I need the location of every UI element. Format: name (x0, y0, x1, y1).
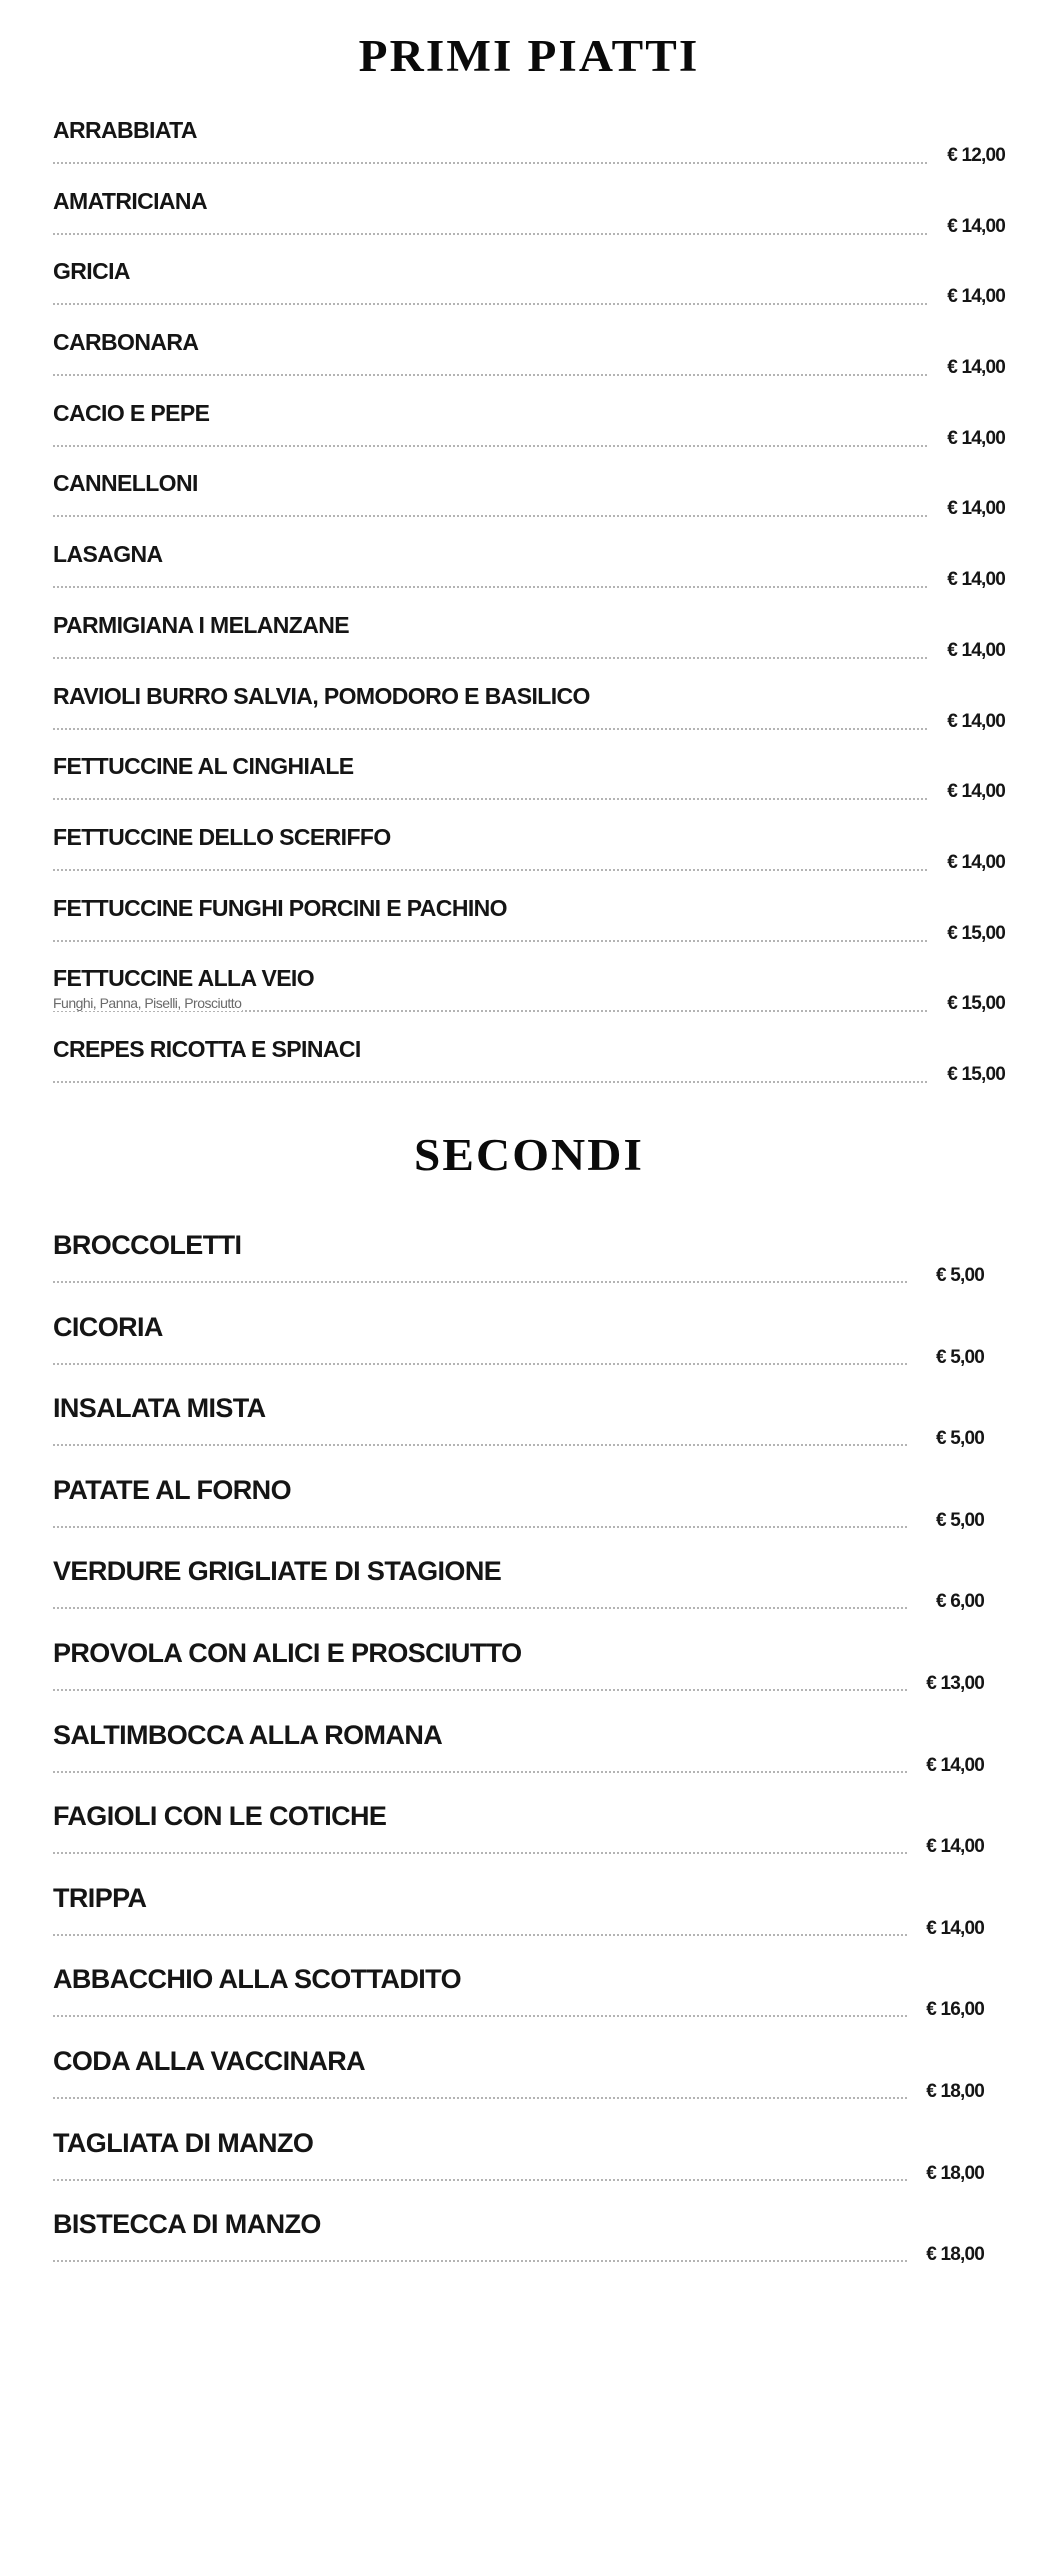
menu-item (53, 613, 1005, 684)
dotted-leader (53, 515, 927, 517)
dotted-leader (53, 2015, 907, 2017)
dotted-leader (53, 1934, 907, 1936)
menu-item (53, 1037, 1005, 1108)
menu-item-name: FETTUCCINE AL CINGHIALE (53, 753, 354, 780)
menu-item-name: BROCCOLETTI (53, 1230, 242, 1260)
dotted-leader (53, 869, 927, 871)
menu-item-price: € 14,00 (947, 357, 1005, 379)
menu-item-name: PROVOLA CON ALICI E PROSCIUTTO (53, 1637, 522, 1668)
menu-item-price: € 14,00 (947, 710, 1005, 732)
menu-item-price: € 14,00 (947, 569, 1005, 591)
menu-item-price: € 14,00 (947, 781, 1005, 803)
menu-item-name: TRIPPA (53, 1882, 147, 1913)
menu-item (53, 1231, 984, 1313)
menu-item-price: € 18,00 (926, 2244, 984, 2266)
menu-item-price: € 18,00 (926, 2080, 984, 2102)
menu-item (53, 1394, 984, 1476)
menu-item (53, 684, 1005, 755)
menu-item-name: CODA ALLA VACCINARA (53, 2045, 366, 2076)
menu-item (53, 1313, 984, 1395)
menu-item (53, 189, 1005, 260)
dotted-leader (53, 233, 927, 235)
menu-item (53, 1476, 984, 1558)
dotted-leader (53, 2260, 907, 2262)
menu-item-name: LASAGNA (53, 541, 163, 568)
dotted-leader (53, 1444, 907, 1446)
menu-item-name: INSALATA MISTA (53, 1393, 266, 1424)
menu-item-name: CACIO E PEPE (53, 399, 210, 426)
menu-item-name: VERDURE GRIGLIATE DI STAGIONE (53, 1556, 502, 1587)
menu-item-price: € 15,00 (947, 1063, 1005, 1085)
menu-item-name: FETTUCCINE FUNGHI PORCINI E PACHINO (53, 894, 507, 921)
menu-item-name: CANNELLONI (53, 470, 198, 497)
dotted-leader (53, 445, 927, 447)
menu-item-price: € 5,00 (935, 1265, 984, 1286)
menu-item-price: € 14,00 (947, 498, 1005, 520)
primi-section-title: PRIMI PIATTI (358, 31, 700, 81)
menu-item (53, 2210, 984, 2292)
menu-item (53, 259, 1005, 330)
menu-item-price: € 14,00 (947, 851, 1005, 873)
menu-item-name: BISTECCA DI MANZO (53, 2209, 321, 2240)
menu-item-name: PARMIGIANA I MELANZANE (53, 611, 350, 638)
menu-item-price: € 5,00 (935, 1428, 984, 1450)
menu-item (53, 118, 1005, 189)
menu-item (53, 471, 1005, 542)
menu-item (53, 401, 1005, 472)
dotted-leader (53, 1607, 907, 1609)
menu-item-price: € 14,00 (947, 427, 1005, 449)
menu-item (53, 2047, 984, 2129)
menu-item-name: ARRABBIATA (53, 117, 197, 143)
dotted-leader (53, 1852, 907, 1854)
menu-item-price: € 15,00 (947, 922, 1005, 944)
menu-item-price: € 5,00 (935, 1509, 984, 1531)
menu-item-name: CREPES RICOTTA E SPINACI (53, 1035, 361, 1062)
menu-item-name: CARBONARA (53, 329, 199, 356)
menu-item (53, 542, 1005, 613)
menu-item-price: € 12,00 (947, 145, 1005, 166)
menu-item-description: Funghi, Panna, Piselli, Prosciutto (53, 995, 242, 1012)
dotted-leader (53, 2097, 907, 2099)
menu-item-price: € 15,00 (947, 993, 1005, 1015)
dotted-leader (53, 162, 927, 164)
menu-item-name: FAGIOLI CON LE COTICHE (53, 1801, 387, 1832)
menu-item (53, 1557, 984, 1639)
dotted-leader (53, 1363, 907, 1365)
secondi-section-title: SECONDI (413, 1130, 645, 1180)
menu-item-price: € 14,00 (947, 215, 1005, 237)
menu-item (53, 1884, 984, 1966)
menu-item (53, 754, 1005, 825)
menu-item (53, 1721, 984, 1803)
menu-item (53, 896, 1005, 967)
menu-item-price: € 5,00 (935, 1346, 984, 1368)
menu-item (53, 2129, 984, 2211)
menu-item-name: PATATE AL FORNO (53, 1474, 291, 1505)
dotted-leader (53, 1771, 907, 1773)
dotted-leader (53, 374, 927, 376)
menu-item-name: TAGLIATA DI MANZO (53, 2127, 314, 2158)
menu-item-price: € 14,00 (947, 286, 1005, 308)
menu-item-name: CICORIA (53, 1311, 163, 1342)
dotted-leader (53, 2179, 907, 2181)
dotted-leader (53, 303, 927, 305)
menu-item-price: € 14,00 (926, 1754, 984, 1776)
menu-item-name: SALTIMBOCCA ALLA ROMANA (53, 1719, 443, 1750)
menu-item-price: € 14,00 (926, 1836, 984, 1858)
menu-item (53, 1639, 984, 1721)
dotted-leader (53, 1689, 907, 1691)
menu-item (53, 966, 1005, 1037)
menu-item-name: GRICIA (53, 258, 130, 285)
dotted-leader (53, 728, 927, 730)
dotted-leader (53, 657, 927, 659)
menu-item-price: € 14,00 (947, 639, 1005, 661)
menu-item-price: € 14,00 (926, 1917, 984, 1939)
dotted-leader (53, 1526, 907, 1528)
menu-item-price: € 18,00 (926, 2162, 984, 2184)
menu-item-name: ABBACCHIO ALLA SCOTTADITO (53, 1964, 461, 1995)
dotted-leader (53, 798, 927, 800)
menu-item (53, 330, 1005, 401)
menu-item (53, 825, 1005, 896)
dotted-leader (53, 1281, 907, 1283)
menu-item-name: FETTUCCINE DELLO SCERIFFO (53, 823, 391, 850)
secondi-menu-list (53, 1231, 984, 2292)
menu-item (53, 1965, 984, 2047)
menu-item-name: FETTUCCINE ALLA VEIO (53, 965, 315, 992)
dotted-leader (53, 1081, 927, 1083)
menu-item-price: € 6,00 (935, 1591, 984, 1613)
dotted-leader (53, 940, 927, 942)
menu-item-price: € 13,00 (926, 1672, 984, 1694)
menu-item-price: € 16,00 (926, 1999, 984, 2021)
menu-item-name: RAVIOLI BURRO SALVIA, POMODORO E BASILICO (53, 682, 590, 709)
menu-item (53, 1802, 984, 1884)
primi-menu-list (53, 118, 1005, 1108)
menu-item-name: AMATRICIANA (53, 187, 207, 214)
dotted-leader (53, 586, 927, 588)
